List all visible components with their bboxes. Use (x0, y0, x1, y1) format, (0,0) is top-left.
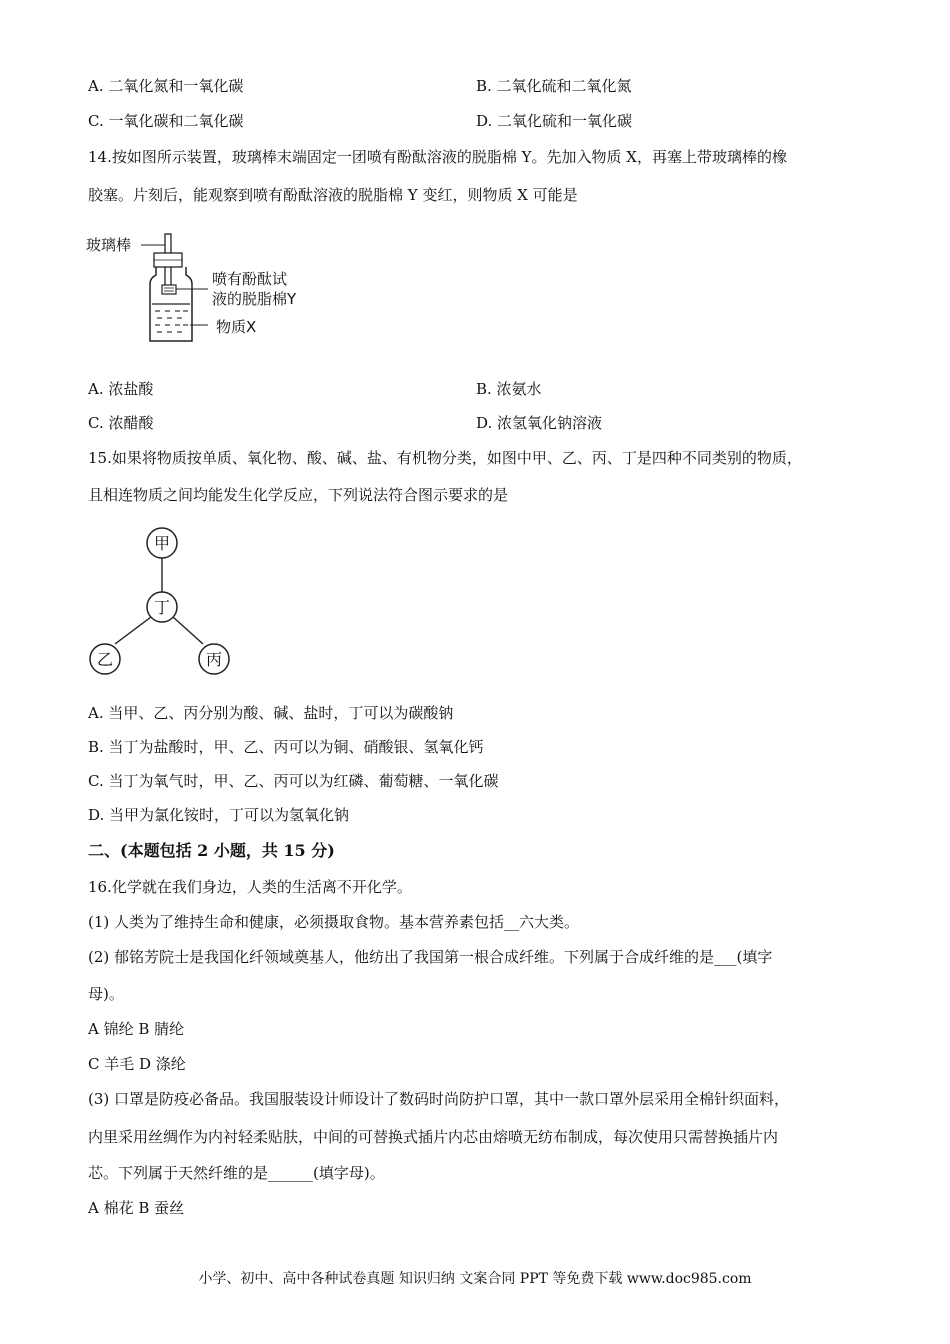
q15-option-b: B. 当丁为盐酸时，甲、乙、丙可以为铜、硝酸银、氢氧化钙 (88, 738, 484, 756)
q16-stem: 16.化学就在我们身边，人类的生活离不开化学。 (88, 878, 412, 896)
node-jia (147, 528, 177, 558)
q14-option-a: A. 浓盐酸 (88, 380, 154, 398)
svg-text:丁: 丁 (153, 598, 171, 617)
label-cotton-line1: 喷有酚酞试 (212, 270, 288, 288)
svg-text:丙: 丙 (205, 650, 223, 669)
svg-text:甲: 甲 (153, 534, 171, 553)
label-glass-rod: 玻璃棒 (86, 236, 132, 254)
q15-stem-line2: 且相连物质之间均能发生化学反应，下列说法符合图示要求的是 (88, 486, 509, 504)
q16-part2-options-ab: A 锦纶 B 腈纶 (88, 1020, 185, 1038)
label-substance-x: 物质X (216, 318, 257, 336)
label-cotton-line2: 液的脱脂棉Y (212, 290, 297, 308)
substance-x (155, 311, 188, 332)
q16-part3-options-ab: A 棉花 B 蚕丝 (88, 1199, 185, 1217)
q15-option-a: A. 当甲、乙、丙分别为酸、碱、盐时，丁可以为碳酸钠 (88, 704, 454, 722)
q13-option-a: A. 二氧化氮和一氧化碳 (88, 77, 244, 95)
q16-part3-line3: 芯。下列属于天然纤维的是______(填字母)。 (88, 1164, 385, 1182)
q16-part1: (1) 人类为了维持生命和健康，必须摄取食物。基本营养素包括__六大类。 (88, 913, 580, 931)
q14-stem-line2: 胶塞。片刻后，能观察到喷有酚酞溶液的脱脂棉 Y 变红，则物质 X 可能是 (88, 186, 578, 204)
q15-relation-diagram (85, 523, 245, 681)
page-footer: 小学、初中、高中各种试卷真题 知识归纳 文案合同 PPT 等免费下载 www.doc985.com (198, 1271, 752, 1287)
q15-option-c: C. 当丁为氧气时，甲、乙、丙可以为红磷、葡萄糖、一氧化碳 (88, 772, 499, 790)
q14-option-b: B. 浓氨水 (476, 380, 542, 398)
q14-option-c: C. 浓醋酸 (88, 414, 154, 432)
q16-part2-line1: (2) 郁铭芳院士是我国化纤领域奠基人，他纺出了我国第一根合成纤维。下列属于合成纤维的是___(填字 (88, 948, 773, 966)
q13-option-b: B. 二氧化硫和二氧化氮 (476, 77, 632, 95)
q14-stem-line1: 14.按如图所示装置，玻璃棒末端固定一团喷有酚酞溶液的脱脂棉 Y。先加入物质 X，再塞上带玻璃棒的橡 (88, 148, 787, 166)
node-ding (147, 592, 177, 622)
q16-part2-options-cd: C 羊毛 D 涤纶 (88, 1055, 186, 1073)
node-yi (90, 644, 120, 674)
q16-part3-line2: 内里采用丝绸作为内衬轻柔贴肤，中间的可替换式插片内芯由熔喷无纺布制成，每次使用只需替换插片内 (88, 1128, 779, 1146)
node-bing (199, 644, 229, 674)
q16-part3-line1: (3) 口罩是防疫必备品。我国服装设计师设计了数码时尚防护口罩，其中一款口罩外层采用全棉针织面料， (88, 1090, 790, 1108)
q14-apparatus-figure (86, 228, 326, 348)
cotton-y (162, 285, 176, 294)
section-2-heading: 二、(本题包括 2 小题，共 15 分) (88, 841, 335, 860)
q16-part2-line2: 母)。 (88, 985, 124, 1003)
svg-text:乙: 乙 (96, 650, 114, 669)
q13-option-c: C. 一氧化碳和二氧化碳 (88, 112, 244, 130)
q15-option-d: D. 当甲为氯化铵时，丁可以为氢氧化钠 (88, 806, 350, 824)
q13-option-d: D. 二氧化硫和一氧化碳 (476, 112, 633, 130)
q14-option-d: D. 浓氢氧化钠溶液 (476, 414, 603, 432)
q15-stem-line1: 15.如果将物质按单质、氧化物、酸、碱、盐、有机物分类，如图中甲、乙、丙、丁是四种不同类别的物质， (88, 449, 802, 467)
